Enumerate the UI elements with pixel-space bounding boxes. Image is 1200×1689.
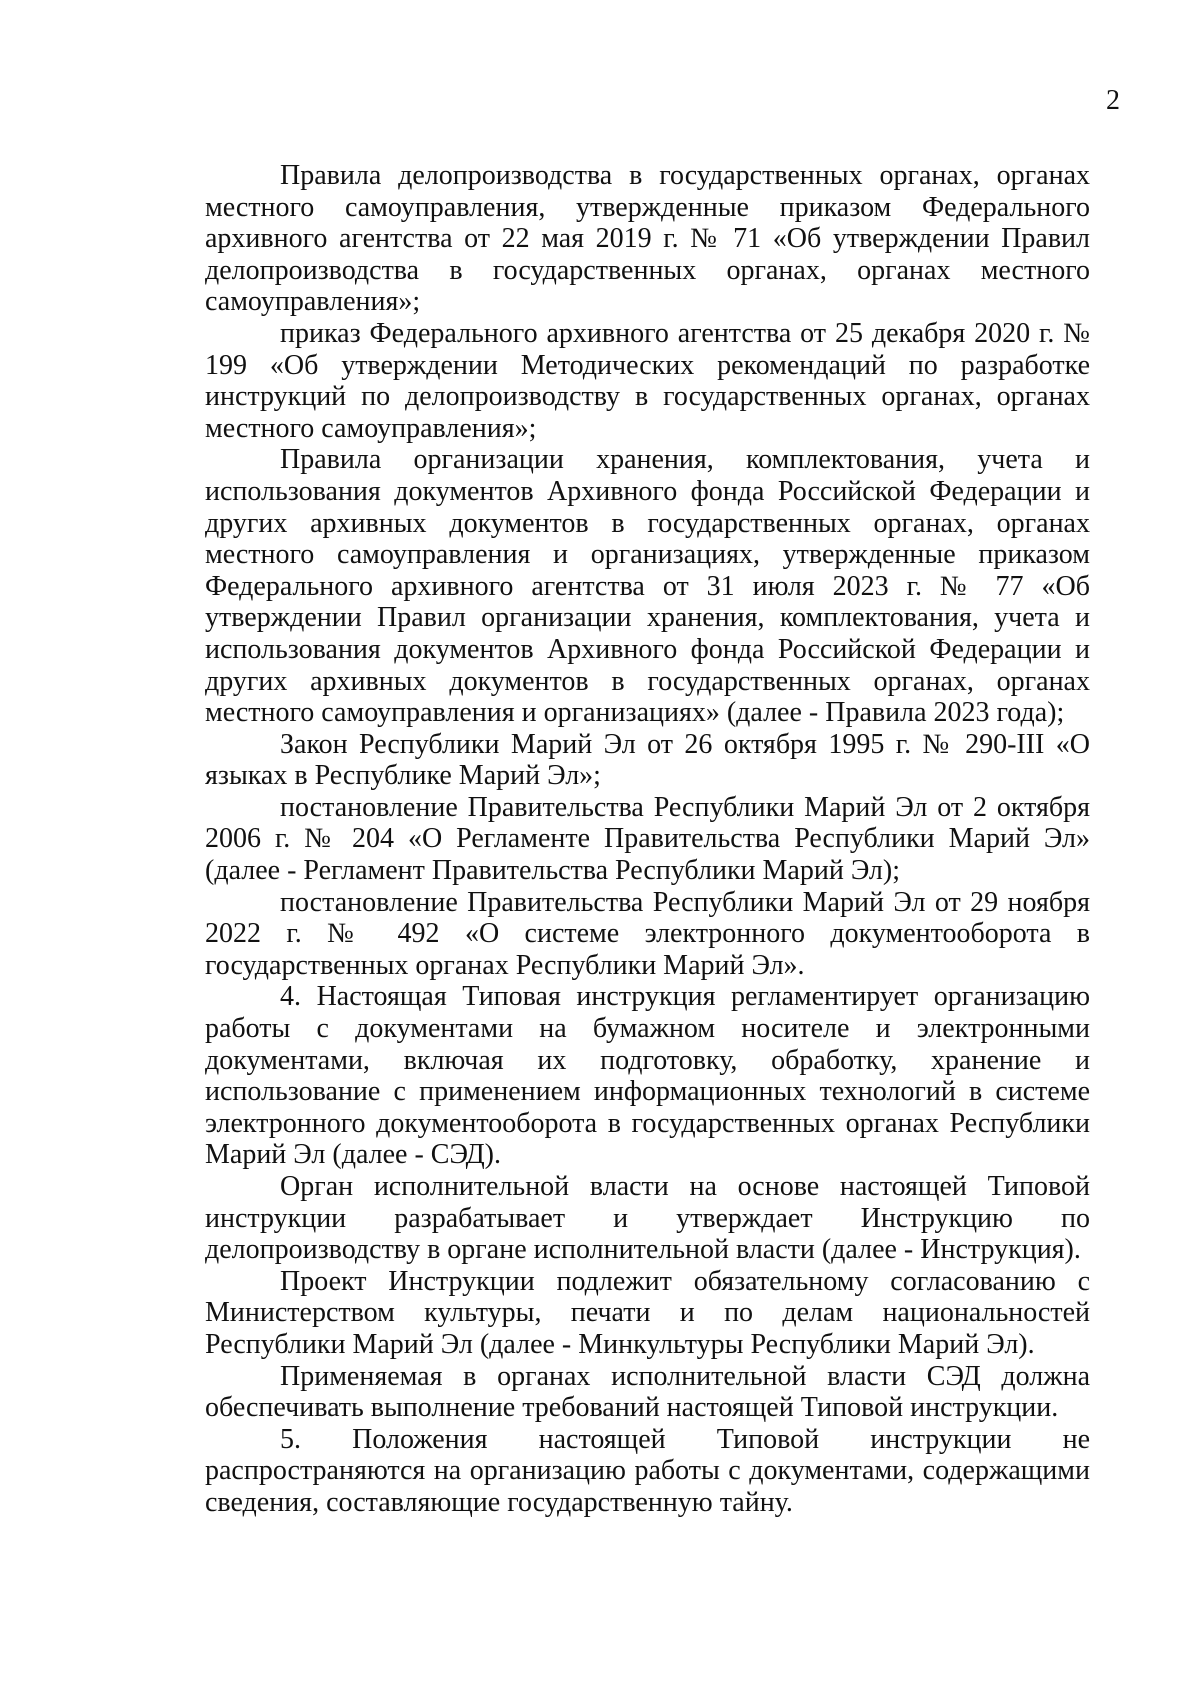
paragraph-executive-body-instruction: Орган исполнительной власти на основе настоящей Типовой инструкции разрабатывает и утверждает Инструкцию по делопроизводству в органе исполнительной власти (далее - Инструкция). — [205, 1171, 1090, 1266]
paragraph-electronic-document-system: постановление Правительства Республики Марий Эл от 29 ноября 2022 г. № 492 «О системе электронного документооборота в государственных органах Республики Марий Эл». — [205, 886, 1090, 981]
paragraph-item-4: 4. Настоящая Типовая инструкция регламентирует организацию работы с документами на бумажном носителе и электронными документами, включая их подготовку, обработку, хранение и использование с применением информационных технологий в системе электронного документооборота в государственных органах Республики Марий Эл (далее - СЭД). — [205, 981, 1090, 1171]
paragraph-rules-storage-2023: Правила организации хранения, комплектования, учета и использования документов Архивного фонда Российской Федерации и других архивных документов в государственных органах, органах местного самоуправления и организациях, утвержденные приказом Федерального архивного агентства от 31 июля 2023 г. № 77 «Об утверждении Правил организации хранения, комплектования, учета и использования документов Архивного фонда Российской Федерации и других архивных документов в государственных органах, органах местного самоуправления и организациях» (далее - Правила 2023 года); — [205, 444, 1090, 729]
paragraph-sed-requirements: Применяемая в органах исполнительной власти СЭД должна обеспечивать выполнение требований настоящей Типовой инструкции. — [205, 1360, 1090, 1424]
page-number: 2 — [1106, 85, 1120, 116]
paragraph-order-methodological-recommendations: приказ Федерального архивного агентства от 25 декабря 2020 г. № 199 «Об утверждении Методических рекомендаций по разработке инструкций по делопроизводству в государственных органах, органах местного самоуправления»; — [205, 317, 1090, 444]
document-body — [205, 160, 1090, 1519]
paragraph-government-regulation: постановление Правительства Республики Марий Эл от 2 октября 2006 г. № 204 «О Регламенте Правительства Республики Марий Эл» (далее - Регламент Правительства Республики Марий Эл); — [205, 791, 1090, 887]
paragraph-rules-records-management: Правила делопроизводства в государственных органах, органах местного самоуправления, утвержденные приказом Федерального архивного агентства от 22 мая 2019 г. № 71 «Об утверждении Правил делопроизводства в государственных органах, органах местного самоуправления»; — [205, 160, 1090, 318]
paragraph-item-5: 5. Положения настоящей Типовой инструкции не распространяются на организацию работы с документами, содержащими сведения, составляющие государственную тайну. — [205, 1423, 1090, 1518]
paragraph-draft-approval: Проект Инструкции подлежит обязательному согласованию с Министерством культуры, печати и по делам национальностей Республики Марий Эл (далее - Минкультуры Республики Марий Эл). — [205, 1265, 1090, 1360]
paragraph-law-on-languages: Закон Республики Марий Эл от 26 октября 1995 г. № 290-III «О языках в Республике Марий Эл»; — [205, 728, 1090, 792]
